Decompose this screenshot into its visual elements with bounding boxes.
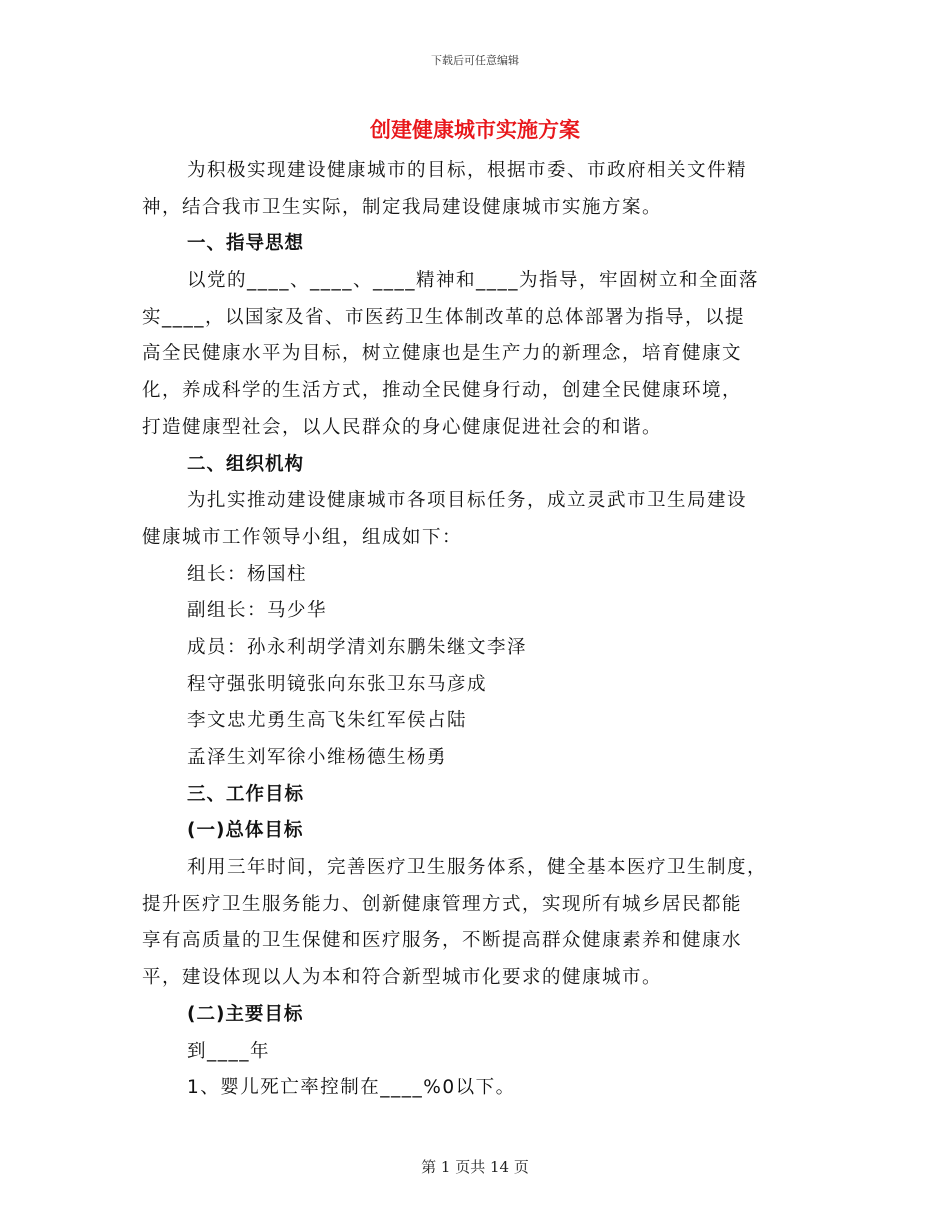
page-header: 下载后可任意编辑 xyxy=(431,54,519,67)
paragraph-line: 化，养成科学的生活方式，推动全民健身行动，创建全民健康环境， xyxy=(142,380,743,402)
paragraph-line: 平，建设体现以人为本和符合新型城市化要求的健康城市。 xyxy=(142,967,663,989)
paragraph-line: 利用三年时间，完善医疗卫生服务体系，健全基本医疗卫生制度， xyxy=(187,857,768,879)
section-heading: (一)总体目标 xyxy=(187,820,304,842)
paragraph-line: 打造健康型社会，以人民群众的身心健康促进社会的和谐。 xyxy=(142,416,663,438)
paragraph-line: 神，结合我市卫生实际，制定我局建设健康城市实施方案。 xyxy=(142,196,663,218)
document-title: 创建健康城市实施方案 xyxy=(370,118,580,142)
paragraph-line: 实____，以国家及省、市医药卫生体制改革的总体部署为指导，以提 xyxy=(142,306,746,328)
paragraph-line: 组长：杨国柱 xyxy=(187,563,308,585)
paragraph-line: 程守强张明镜张向东张卫东马彦成 xyxy=(187,673,488,695)
paragraph-line: 高全民健康水平为目标，树立健康也是生产力的新理念，培育健康文 xyxy=(142,343,743,365)
paragraph-line: 提升医疗卫生服务能力、创新健康管理方式，实现所有城乡居民都能 xyxy=(142,893,743,915)
paragraph-line: 副组长：马少华 xyxy=(187,600,328,622)
paragraph-line: 到____年 xyxy=(187,1040,271,1062)
section-heading: 二、组织机构 xyxy=(187,453,305,475)
paragraph-line: 1、婴儿死亡率控制在____%0以下。 xyxy=(187,1077,516,1099)
paragraph-line: 健康城市工作领导小组，组成如下： xyxy=(142,526,463,548)
paragraph-line: 享有高质量的卫生保健和医疗服务，不断提高群众健康素养和健康水 xyxy=(142,930,743,952)
document-body xyxy=(142,153,802,1107)
section-heading: 一、指导思想 xyxy=(187,233,305,255)
section-heading: (二)主要目标 xyxy=(187,1003,304,1025)
paragraph-line: 为积极实现建设健康城市的目标，根据市委、市政府相关文件精 xyxy=(187,160,748,181)
paragraph-line: 李文忠尤勇生高飞朱红军侯占陆 xyxy=(187,710,468,732)
paragraph-line: 孟泽生刘军徐小维杨德生杨勇 xyxy=(187,747,448,768)
paragraph-line: 成员：孙永利胡学清刘东鹏朱继文李泽 xyxy=(187,636,528,658)
page-footer: 第 1 页共 14 页 xyxy=(421,1158,529,1176)
paragraph-line: 以党的____、____、____精神和____为指导，牢固树立和全面落 xyxy=(187,270,760,292)
paragraph-line: 为扎实推动建设健康城市各项目标任务，成立灵武市卫生局建设 xyxy=(187,490,748,512)
section-heading: 三、工作目标 xyxy=(187,783,305,805)
